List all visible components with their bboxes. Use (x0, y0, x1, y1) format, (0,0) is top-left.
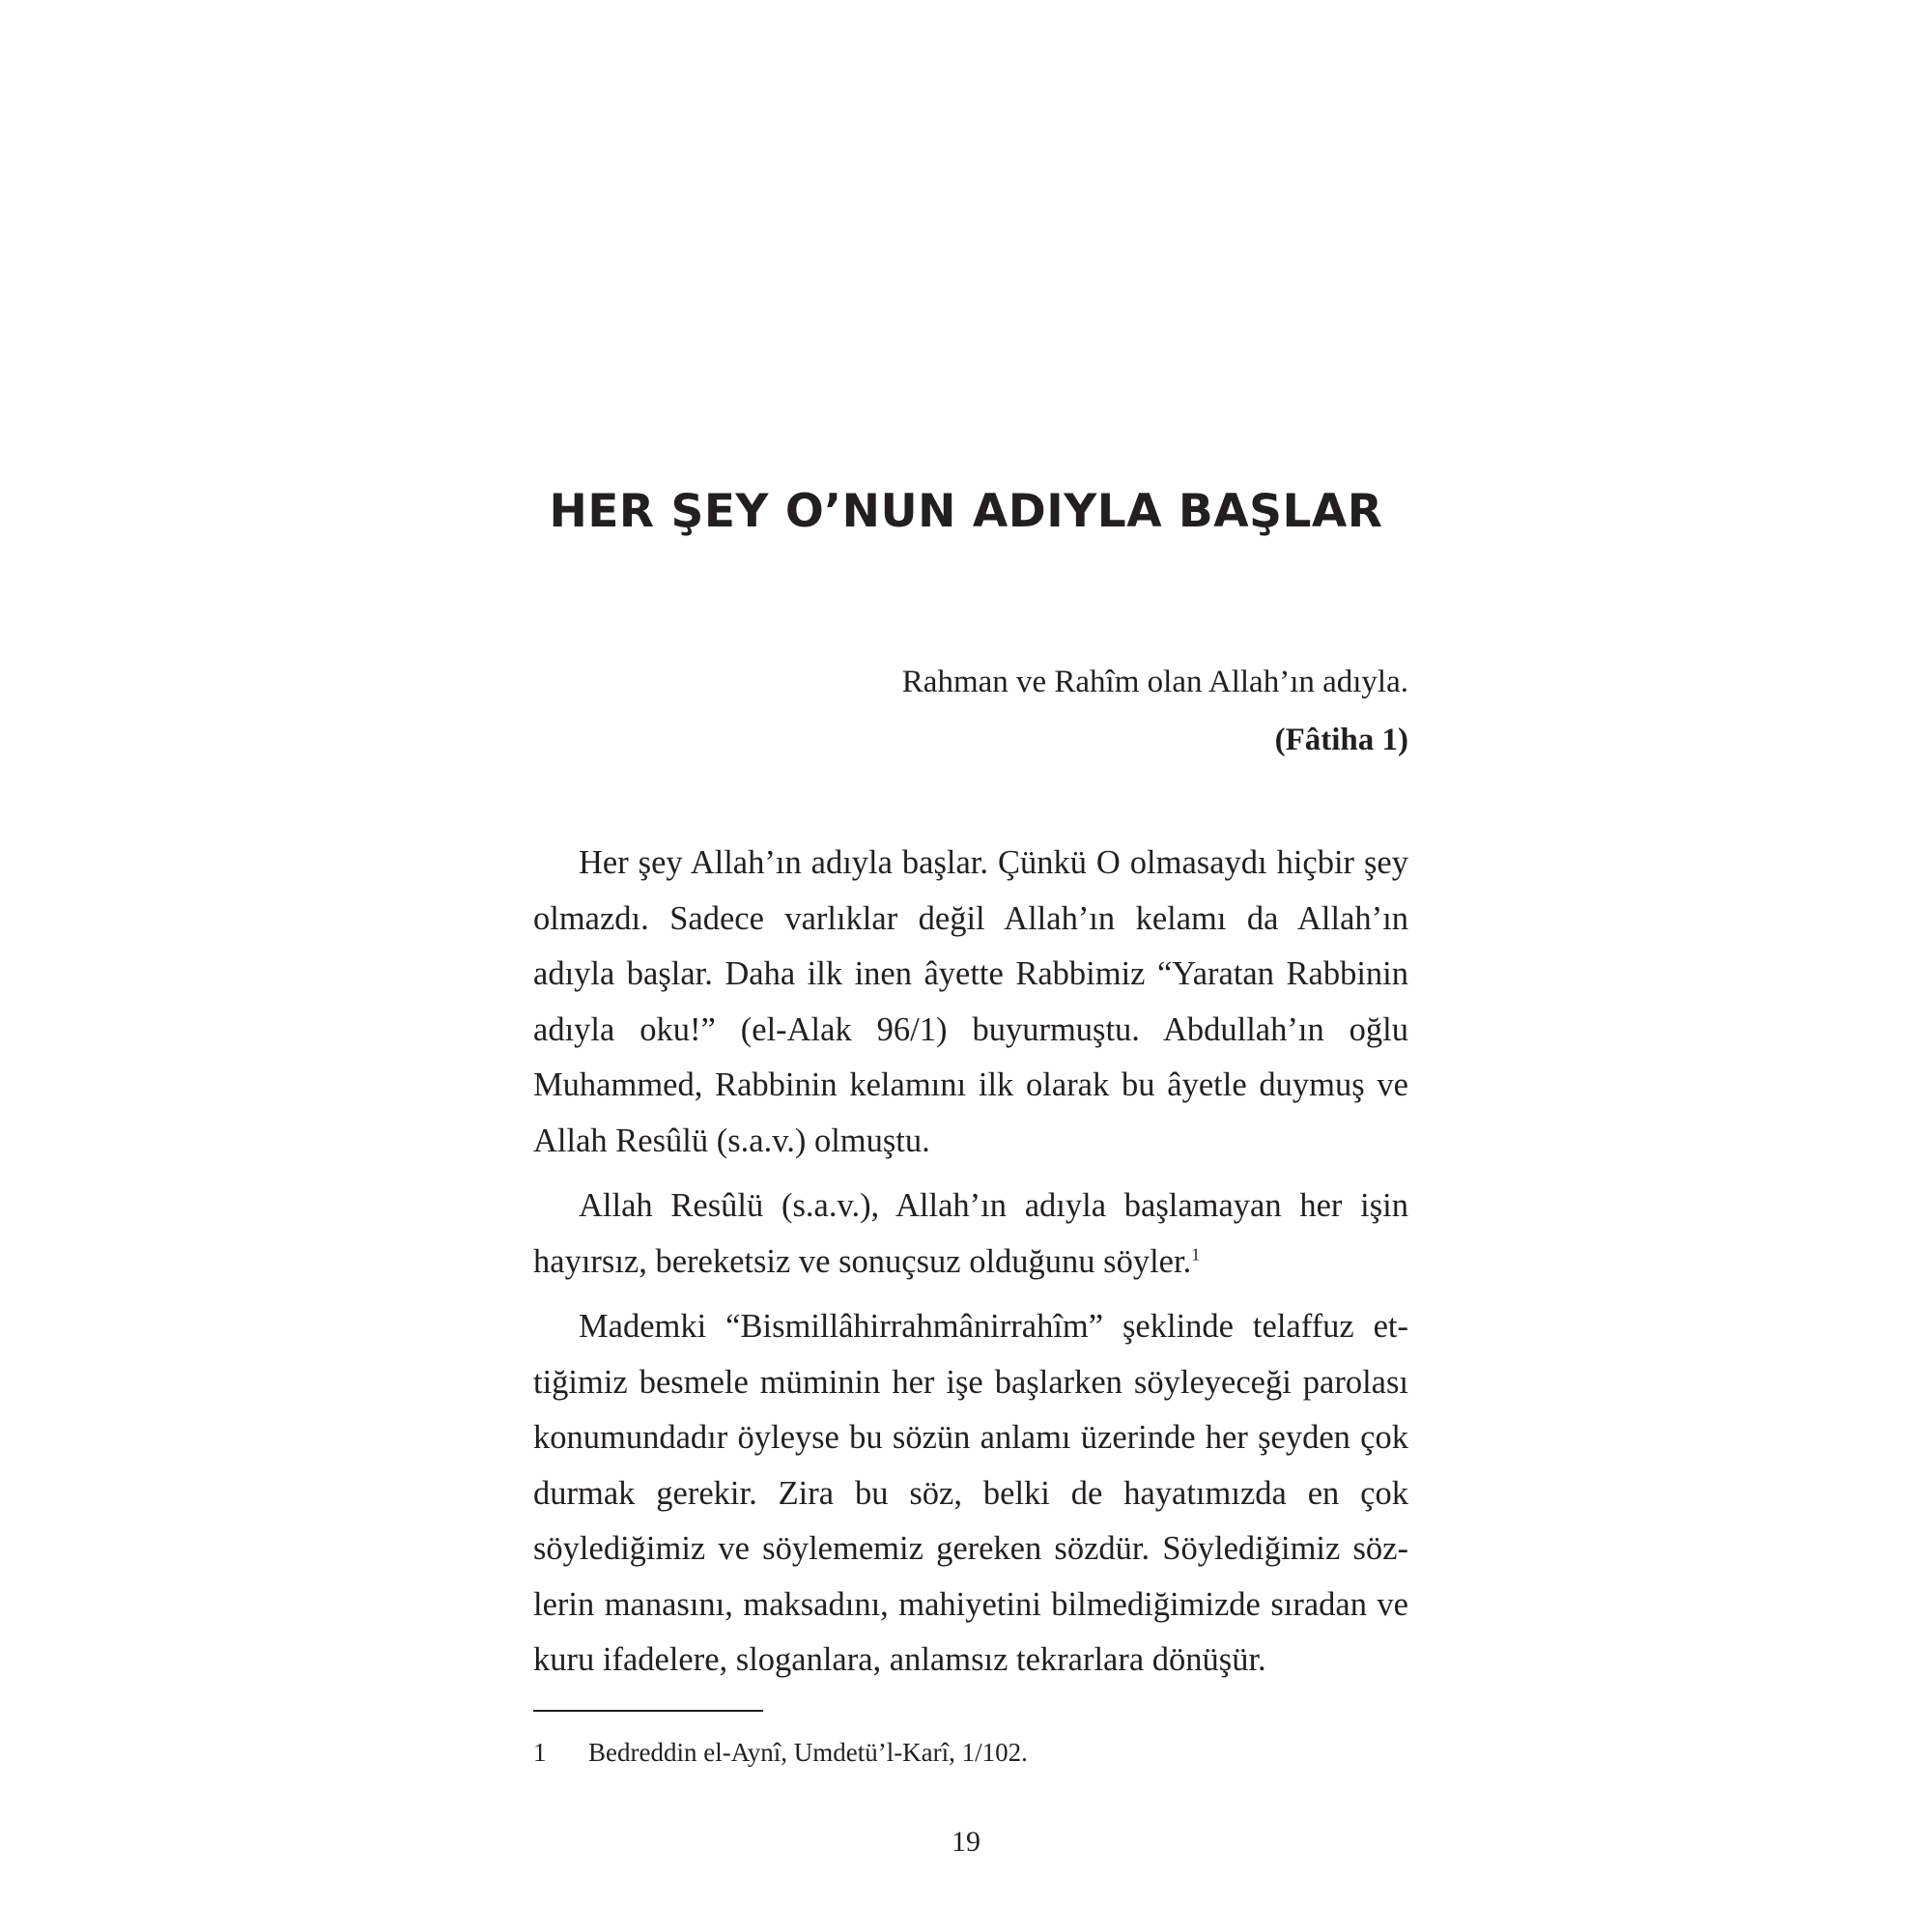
body-text (533, 836, 1408, 1698)
page-title: HER ŞEY O’NUN ADIYLA BAŞLAR (549, 485, 1383, 538)
epigraph-source: (Fâtiha 1) (1274, 723, 1408, 757)
paragraph (533, 1179, 1408, 1290)
footnote-number: 1 (533, 1738, 547, 1767)
footnote-reference: 1 (1191, 1244, 1201, 1264)
footnote (533, 1735, 1408, 1770)
paragraph: Her şey Allah’ın adıyla başlar. Çünkü O olmasaydı hiçbir şey olmazdı. Sadece varlıklar değil Allah’ın kelamı da Allah’ın adıyla başlar. Daha ilk inen âyette Rabbimiz “Yaratan Rabbinin adıyla oku!” (el-Alak 96/1) buyurmuştu. Abdullah’ın oğlu Muhammed, Rabbinin kelamını ilk olarak bu âyetle duymuş ve Allah Resûlü (s.a.v.) olmuştu. (533, 844, 1408, 1159)
epigraph (533, 653, 1408, 769)
footnote-text: Bedreddin el-Aynî, Umdetü’l-Karî, 1/102. (588, 1738, 1028, 1767)
page-number: 19 (952, 1826, 980, 1858)
footnote-divider (533, 1710, 763, 1712)
epigraph-quote: Rahman ve Rahîm olan Allah’ın adıyla. (901, 665, 1408, 699)
paragraph: Mademki “Bismillâhirrahmânirrahîm” şeklinde telaffuz ettiğimiz besmele müminin her işe başlarken söyleyeceği parolası konumundadır öyleyse bu sözün anlamı üzerinde her şeyden çok durmak gerekir. Zira bu söz, belki de hayatımızda en çok söylediğimiz ve söylememiz gereken sözdür. Söylediğimiz sözlerin manasını, maksadını, mahiyetini bilmediğimizde sıradan ve kuru ifadelere, sloganlara, anlamsız tekrarlara dönüşür. (533, 1308, 1408, 1678)
paragraph-text: Allah Resûlü (s.a.v.), Allah’ın adıyla başlamayan her işin hayırsız, bereketsiz ve sonuçsuz olduğunu söyler. (533, 1187, 1408, 1280)
